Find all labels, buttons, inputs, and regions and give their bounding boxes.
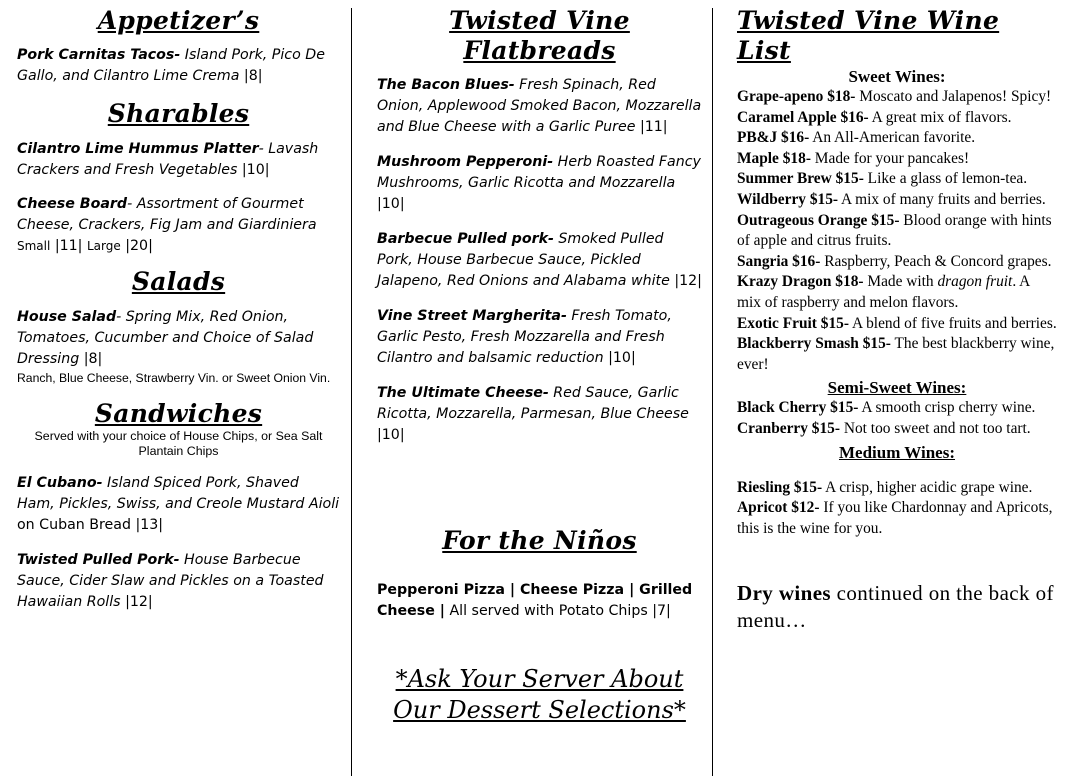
item-price: |10| bbox=[603, 350, 636, 366]
wine-name: Grape-apeno $18- bbox=[737, 88, 856, 105]
dessert-callout bbox=[377, 664, 702, 726]
wine-desc-emphasis: dragon fruit bbox=[937, 273, 1013, 291]
kids-items: Pepperoni Pizza | Cheese Pizza | Grilled Cheese | bbox=[377, 582, 693, 619]
item-desc: Island Spiced Pork, Shaved Ham, Pickles, Swiss, and Creole Mustard Aioli bbox=[17, 475, 340, 512]
salads-heading: Salads bbox=[131, 267, 226, 296]
menu-item bbox=[377, 229, 702, 292]
wine-item bbox=[737, 498, 1057, 539]
food-column-middle bbox=[352, 0, 712, 780]
item-name: Mushroom Pepperoni- bbox=[377, 154, 554, 170]
menu-item bbox=[377, 75, 702, 138]
wine-desc: Blood orange with hints of apple and citrus fruits. bbox=[737, 211, 1052, 250]
dressing-options: Ranch, Blue Cheese, Strawberry Vin. or Sweet Onion Vin. bbox=[17, 371, 331, 385]
wine-name: Caramel Apple $16- bbox=[737, 108, 869, 126]
item-price: on Cuban Bread |13| bbox=[17, 517, 164, 533]
dry-wines-label: Dry wines bbox=[737, 581, 832, 606]
wine-name: Riesling $15- bbox=[737, 478, 823, 496]
item-price: |11| bbox=[635, 119, 668, 135]
wine-item bbox=[737, 252, 1057, 273]
item-name: House Salad bbox=[17, 309, 117, 325]
menu-item bbox=[17, 139, 340, 181]
item-name: The Bacon Blues- bbox=[377, 77, 515, 93]
wine-desc: Made for your pancakes! bbox=[810, 149, 970, 167]
wine-item bbox=[737, 149, 1057, 170]
menu-item bbox=[17, 307, 340, 370]
medium-wines-heading: Medium Wines: bbox=[838, 442, 956, 462]
menu-item bbox=[377, 383, 702, 446]
wine-desc: A great mix of flavors. bbox=[868, 108, 1012, 126]
wine-desc: A smooth crisp cherry wine. bbox=[858, 399, 1036, 417]
wine-name: Sangria $16- bbox=[737, 252, 821, 270]
flatbreads-heading: Twisted Vine Flatbreads bbox=[449, 6, 630, 65]
wine-name: Outrageous Orange $15- bbox=[737, 211, 900, 229]
wine-item bbox=[737, 108, 1057, 129]
sharables-heading: Sharables bbox=[107, 99, 250, 128]
wine-name: Krazy Dragon $18- bbox=[737, 273, 864, 291]
wine-column bbox=[714, 0, 1065, 780]
wine-item bbox=[737, 334, 1057, 375]
item-name: Twisted Pulled Pork- bbox=[17, 552, 180, 568]
item-name: The Ultimate Cheese- bbox=[377, 385, 549, 401]
wine-desc: The best blackberry wine, ever! bbox=[737, 335, 1055, 373]
menu-item bbox=[17, 473, 340, 536]
semi-sweet-wines-heading: Semi-Sweet Wines: bbox=[827, 378, 967, 398]
item-desc: - Spring Mix, Red Onion, Tomatoes, Cucumber and Choice of Salad Dressing bbox=[17, 309, 314, 367]
item-desc: Island Pork, Pico De Gallo, and Cilantro Lime Crema bbox=[17, 47, 325, 84]
wine-name: Apricot $12- bbox=[737, 499, 820, 517]
item-desc: Smoked Pulled Pork, House Barbecue Sauce, Pickled Jalapeno, Red Onions and Alabama white bbox=[377, 231, 670, 289]
wine-item bbox=[737, 398, 1057, 419]
wine-name: Wildberry $15- bbox=[737, 190, 839, 208]
wine-desc: An All-American favorite. bbox=[809, 129, 976, 147]
wine-desc: Raspberry, Peach & Concord grapes. bbox=[820, 252, 1052, 270]
wine-name: Cranberry $15- bbox=[737, 419, 841, 437]
sweet-wines-heading: Sweet Wines: bbox=[848, 67, 946, 86]
wine-list-heading: Twisted Vine Wine List bbox=[737, 6, 1000, 65]
wine-name: Exotic Fruit $15- bbox=[737, 314, 849, 332]
item-desc: Herb Roasted Fancy Mushrooms, Garlic Ricotta and Mozzarella bbox=[377, 154, 701, 191]
item-price: |12| bbox=[120, 594, 153, 610]
wine-desc: If you like Chardonnay and Apricots, this is the wine for you. bbox=[737, 499, 1053, 537]
wine-name: Blackberry Smash $15- bbox=[737, 335, 891, 353]
wine-desc: A blend of five fruits and berries. bbox=[849, 314, 1057, 332]
item-name: Barbecue Pulled pork- bbox=[377, 231, 554, 247]
item-desc: - Assortment of Gourmet Cheese, Crackers, Fig Jam and Giardiniera bbox=[17, 196, 317, 233]
item-desc: Red Sauce, Garlic Ricotta, Mozzarella, Parmesan, Blue Cheese bbox=[377, 385, 689, 422]
item-name: Cheese Board bbox=[17, 196, 128, 212]
wine-item bbox=[737, 169, 1057, 190]
item-desc: - Lavash Crackers and Fresh Vegetables bbox=[17, 141, 319, 178]
item-name: Vine Street Margherita- bbox=[377, 308, 567, 324]
dessert-line: Our Dessert Selections* bbox=[393, 696, 686, 724]
dessert-line: *Ask Your Server About bbox=[395, 665, 684, 693]
menu-item bbox=[377, 306, 702, 369]
item-price: |12| bbox=[669, 273, 702, 289]
wine-desc: Made with bbox=[863, 273, 938, 291]
kids-menu bbox=[377, 580, 702, 622]
menu-item bbox=[17, 45, 340, 87]
wine-item bbox=[737, 211, 1057, 252]
item-price: |10| bbox=[237, 162, 270, 178]
wine-name: Summer Brew $15- bbox=[737, 170, 864, 188]
kids-note: All served with Potato Chips |7| bbox=[444, 603, 671, 619]
sweet-wines-list bbox=[737, 87, 1057, 375]
item-name: El Cubano- bbox=[17, 475, 103, 491]
dry-wines-note bbox=[737, 580, 1057, 634]
item-price: |11| bbox=[50, 238, 87, 254]
item-name: Pork Carnitas Tacos- bbox=[17, 47, 181, 63]
sandwiches-heading: Sandwiches bbox=[94, 399, 263, 428]
appetizers-heading: Appetizer’s bbox=[97, 6, 260, 35]
wine-item bbox=[737, 272, 1057, 313]
item-price: |8| bbox=[79, 351, 103, 367]
food-column-left bbox=[0, 0, 350, 780]
wine-desc: Not too sweet and not too tart. bbox=[840, 419, 1031, 437]
wine-name: Maple $18- bbox=[737, 149, 811, 167]
wine-item bbox=[737, 478, 1057, 499]
wine-desc: A crisp, higher acidic grape wine. bbox=[822, 478, 1033, 496]
menu-item bbox=[17, 550, 340, 613]
dry-wines-text: continued on the back of menu… bbox=[737, 581, 1054, 633]
column-divider bbox=[712, 8, 713, 776]
item-desc: House Barbecue Sauce, Cider Slaw and Pickles on a Toasted Hawaiian Rolls bbox=[17, 552, 324, 610]
wine-name: Black Cherry $15- bbox=[737, 399, 859, 417]
wine-item bbox=[737, 190, 1057, 211]
wine-name: PB&J $16- bbox=[737, 129, 810, 147]
size-label: Large bbox=[86, 239, 121, 253]
item-name: Cilantro Lime Hummus Platter bbox=[17, 141, 259, 157]
wine-desc: Moscato and Jalapenos! Spicy! bbox=[855, 88, 1052, 105]
wine-item bbox=[737, 87, 1057, 108]
wine-item bbox=[737, 128, 1057, 149]
kids-heading: For the Niños bbox=[442, 526, 637, 555]
menu-item bbox=[17, 194, 340, 257]
item-price: |20| bbox=[120, 238, 153, 254]
menu-item bbox=[377, 152, 702, 215]
wine-desc: A mix of many fruits and berries. bbox=[838, 190, 1046, 208]
sandwiches-note: Served with your choice of House Chips, or Sea Salt Plantain Chips bbox=[34, 429, 323, 458]
wine-item bbox=[737, 419, 1057, 440]
item-desc: Fresh Tomato, Garlic Pesto, Fresh Mozzarella and Fresh Cilantro and balsamic reduction bbox=[377, 308, 672, 366]
item-price: |10| bbox=[377, 196, 405, 212]
wine-item bbox=[737, 314, 1057, 335]
item-desc: Fresh Spinach, Red Onion, Applewood Smoked Bacon, Mozzarella and Blue Cheese with a Garlic Puree bbox=[377, 77, 702, 135]
wine-desc: . A mix of raspberry and melon flavors. bbox=[737, 273, 1030, 311]
size-label: Small bbox=[17, 239, 51, 253]
item-price: |8| bbox=[239, 68, 263, 84]
wine-desc: Like a glass of lemon-tea. bbox=[863, 170, 1028, 188]
item-price: |10| bbox=[377, 427, 405, 443]
